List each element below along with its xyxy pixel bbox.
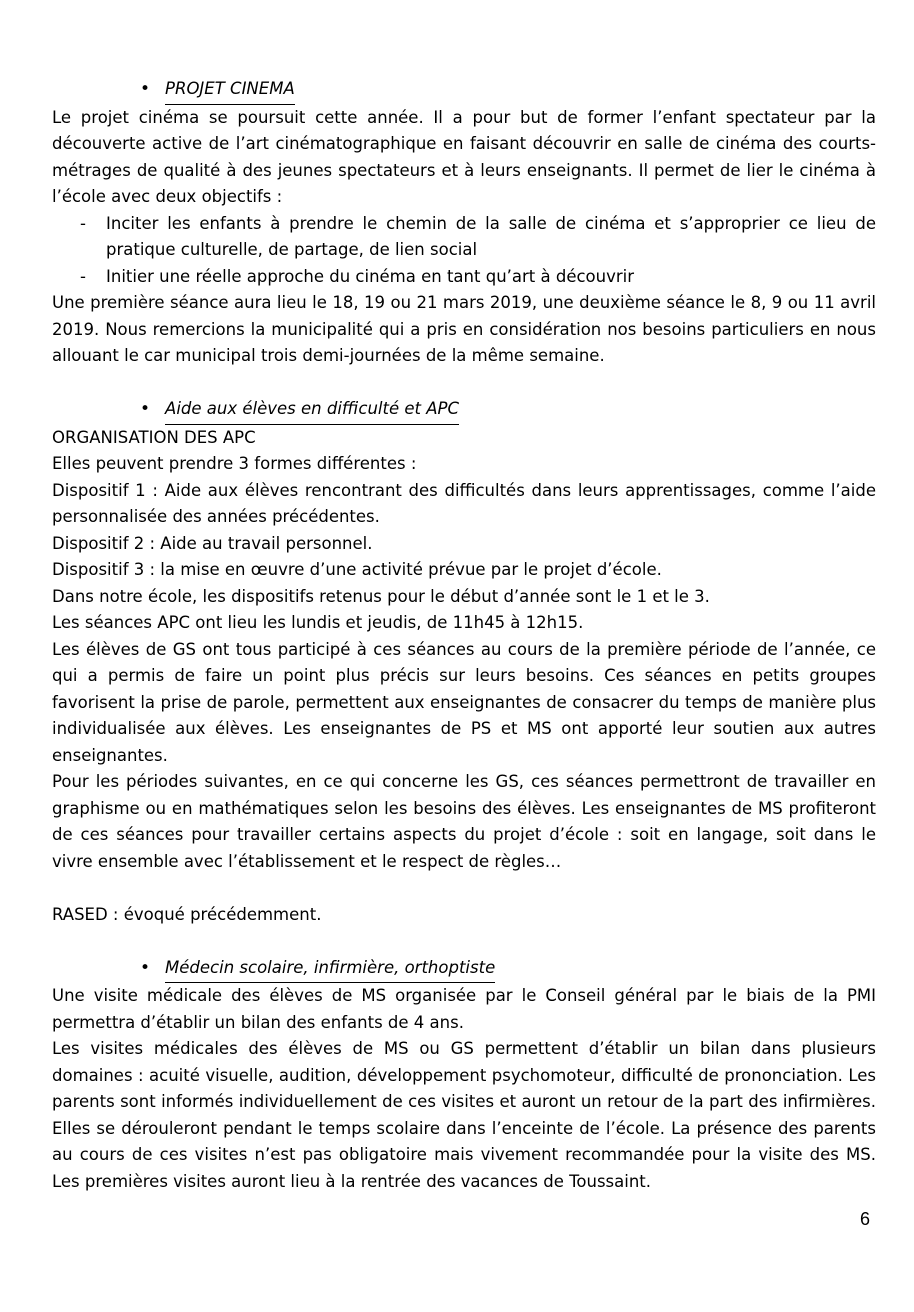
list-item <box>52 211 876 264</box>
paragraph: Le projet cinéma se poursuit cette année. Il a pour but de former l’enfant spectateur par la découverte active de l’art cinématographique en faisant découvrir en salle de cinéma des courts-métrages de qualité à des jeunes spectateurs et à leurs enseignants. Il permet de lier le cinéma à l’école avec deux objectifs : <box>52 107 876 206</box>
dash-icon: - <box>80 266 86 286</box>
list-item-text: Inciter les enfants à prendre le chemin de la salle de cinéma et s’approprier ce lieu de pratique culturelle, de partage, de lien social <box>106 213 876 259</box>
bullet-icon: • <box>140 957 151 978</box>
section-heading-line <box>52 955 876 984</box>
section-heading-line <box>52 396 876 425</box>
paragraph: Dispositif 3 : la mise en œuvre d’une activité prévue par le projet d’école. <box>52 560 662 579</box>
section-projet-cinema <box>52 76 876 370</box>
section-aide-apc <box>52 396 876 928</box>
paragraph: Pour les périodes suivantes, en ce qui concerne les GS, ces séances permettront de travailler en graphisme ou en mathématiques selon les besoins des élèves. Les enseignantes de MS profiteront de ces séances pour travailler certains aspects du projet d’école : soit en langage, soit dans le vivre ensemble avec l’établissement et le respect de règles… <box>52 772 876 871</box>
paragraph: Dans notre école, les dispositifs retenus pour le début d’année sont le 1 et le 3. <box>52 586 710 606</box>
dash-icon: - <box>80 213 86 233</box>
section-heading: Médecin scolaire, infirmière, orthoptiste <box>165 955 495 984</box>
bullet-icon: • <box>140 399 151 419</box>
paragraph: ORGANISATION DES APC <box>52 427 256 447</box>
paragraph: Une visite médicale des élèves de MS organisée par le Conseil général par le biais de la PMI permettra d’établir un bilan des enfants de 4 ans. <box>52 986 876 1032</box>
paragraph: Les séances APC ont lieu les lundis et jeudis, de 11h45 à 12h15. <box>52 613 584 632</box>
paragraph: Une première séance aura lieu le 18, 19 ou 21 mars 2019, une deuxième séance le 8, 9 ou 11 avril 2019. Nous remercions la municipalité qui a pris en considération nos besoins particuliers en nous allouant le car municipal trois demi-journées de la même semaine. <box>52 293 876 365</box>
section-heading: PROJET CINEMA <box>165 76 295 105</box>
section-heading: Aide aux élèves en difficulté et APC <box>165 396 459 425</box>
section-heading-line <box>52 76 876 105</box>
paragraph: Les élèves de GS ont tous participé à ces séances au cours de la première période de l’année, ce qui a permis de faire un point plus précis sur leurs besoins. Ces séances en petits groupes favorisent la prise de parole, permettent aux enseignantes de consacrer du temps de manière plus individualisée aux élèves. Les enseignantes de PS et MS ont apporté leur soutien aux autres enseignantes. <box>52 639 876 765</box>
paragraph-rased: RASED : évoqué précédemment. <box>52 904 322 924</box>
list-item <box>52 264 876 291</box>
list-item-text: Initier une réelle approche du cinéma en tant qu’art à découvrir <box>106 266 635 286</box>
paragraph: Dispositif 2 : Aide au travail personnel. <box>52 533 373 553</box>
paragraph: Dispositif 1 : Aide aux élèves rencontrant des difficultés dans leurs apprentissages, comme l’aide personnalisée des années précédentes. <box>52 480 876 526</box>
bullet-icon: • <box>140 79 151 99</box>
page-number: 6 <box>859 1209 870 1229</box>
paragraph: Les visites médicales des élèves de MS ou GS permettent d’établir un bilan dans plusieurs domaines : acuité visuelle, audition, développement psychomoteur, difficulté de prononciation. Les parents sont informés individuellement de ces visites et auront un retour de la part des infirmières. Elles se dérouleront pendant le temps scolaire dans l’enceinte de l’école. La présence des parents au cours de ces visites n’est pas obligatoire mais vivement recommandée pour la visite des MS. Les premières visites auront lieu à la rentrée des vacances de Toussaint. <box>52 1039 876 1191</box>
paragraph: Elles peuvent prendre 3 formes différentes : <box>52 454 417 473</box>
section-medecin-scolaire <box>52 955 876 1196</box>
